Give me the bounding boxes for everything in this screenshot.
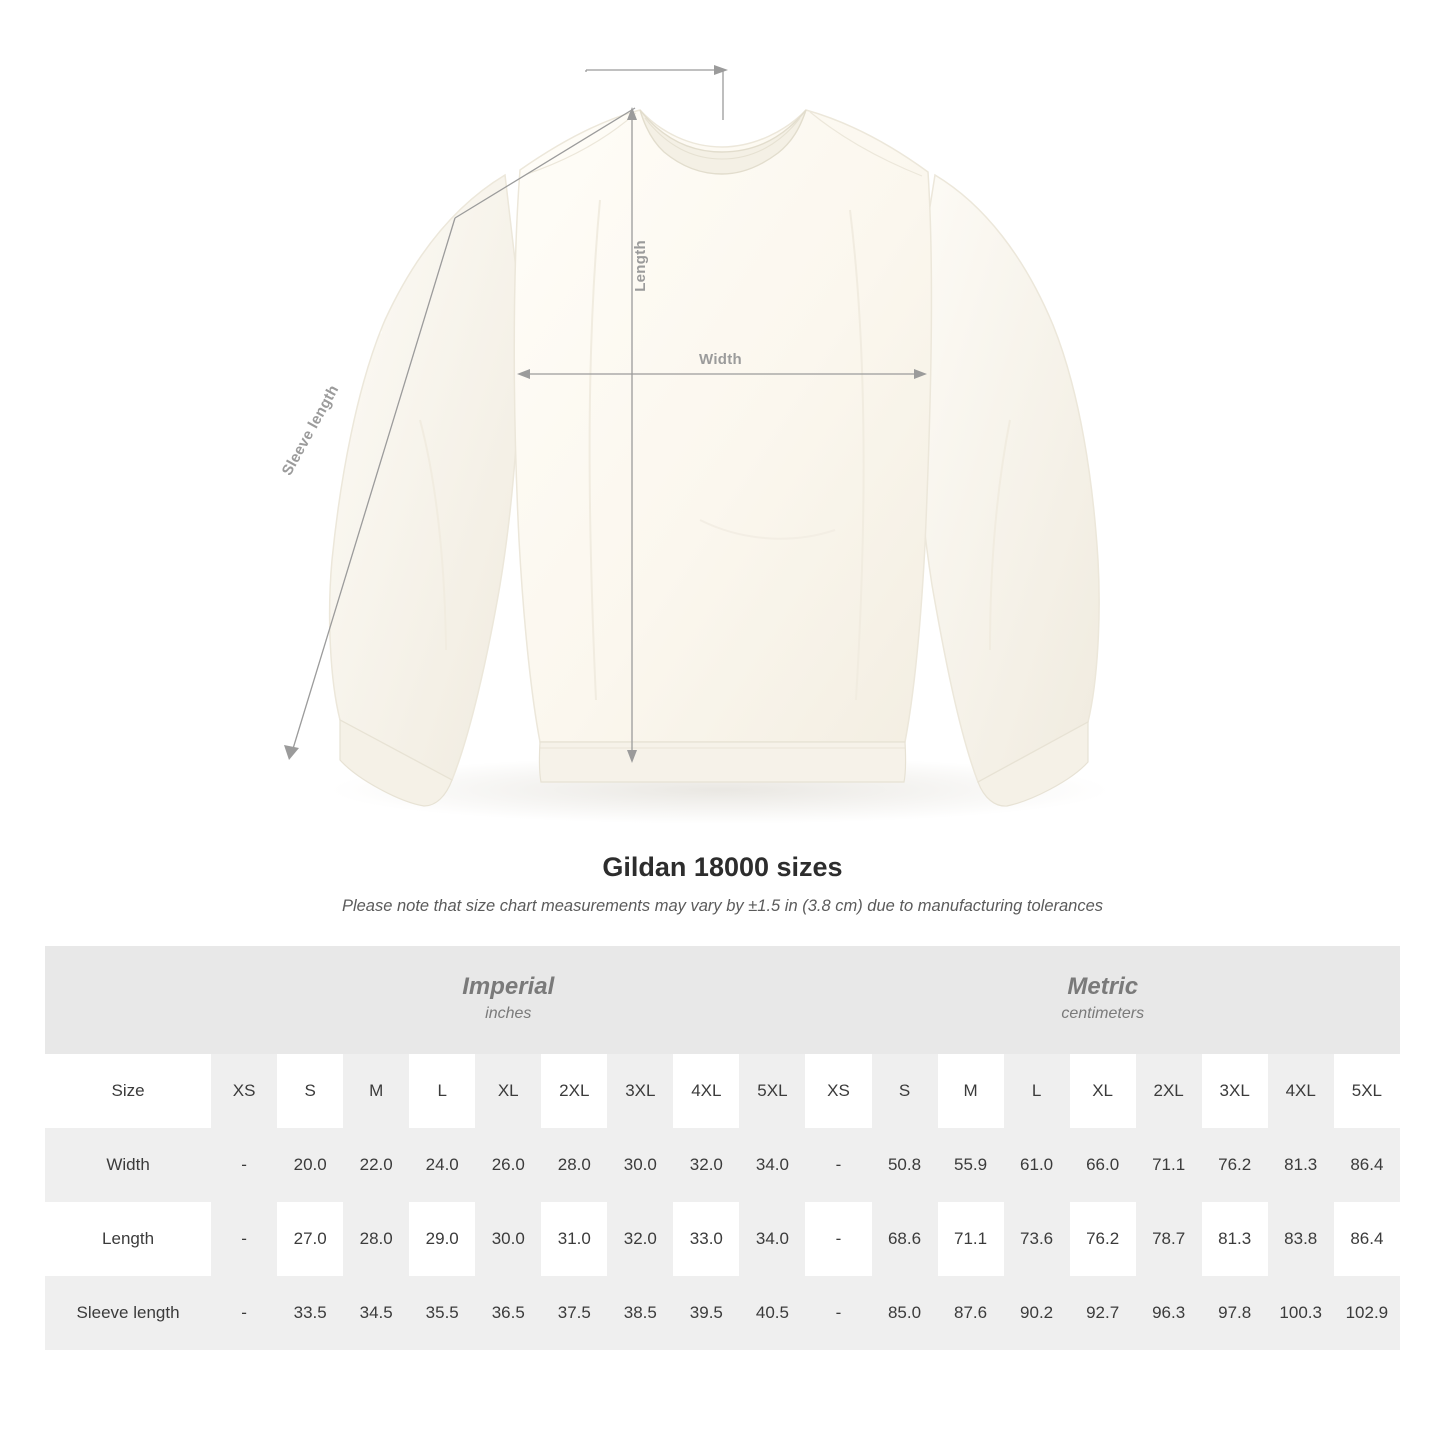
size-header-cell: L: [1004, 1054, 1070, 1128]
size-header-cell: XL: [1092, 1081, 1113, 1100]
size-header-cell: 2XL: [1136, 1054, 1202, 1128]
cell: 35.5: [425, 1303, 459, 1322]
cell: 71.1: [1152, 1155, 1186, 1174]
cell: 24.0: [425, 1155, 459, 1174]
metric-header: [805, 946, 1400, 1054]
imperial-system-label: Imperial: [462, 973, 555, 1001]
row-label-sleeve-length: Sleeve length: [76, 1303, 180, 1322]
cell: 102.9: [1345, 1303, 1389, 1322]
size-header-cell: 5XL: [1351, 1081, 1382, 1100]
row-label-length: Length: [102, 1229, 155, 1248]
cell: 22.0: [359, 1155, 393, 1174]
cell: 90.2: [1020, 1303, 1054, 1322]
cell: 83.8: [1268, 1202, 1334, 1276]
cell: 39.5: [689, 1303, 723, 1322]
size-header-cell: 2XL: [559, 1081, 590, 1100]
size-chart-table-wrap: [0, 946, 1445, 1350]
cell: 92.7: [1086, 1303, 1120, 1322]
cell: 68.6: [872, 1202, 938, 1276]
tolerance-note: Please note that size chart measurements may vary by ±1.5 in (3.8 cm) due to manufacturing tolerances: [341, 897, 1104, 915]
cell: 85.0: [887, 1303, 922, 1322]
cell: 32.0: [689, 1155, 723, 1174]
cell: -: [241, 1303, 247, 1322]
metric-unit-label: centimeters: [1061, 1005, 1145, 1022]
top-pointer-arrow: [714, 65, 728, 75]
cell: 78.7: [1136, 1202, 1202, 1276]
cell: 33.5: [293, 1303, 327, 1322]
units-header-row: [45, 946, 1400, 1054]
table-row: [45, 1276, 1400, 1350]
table-row: [45, 1202, 1400, 1276]
sweatshirt-body: [514, 110, 931, 742]
cell: 50.8: [887, 1155, 922, 1174]
cell: 66.0: [1086, 1155, 1120, 1174]
cell: 29.0: [425, 1229, 459, 1248]
cell: 31.0: [557, 1229, 591, 1248]
units-header-spacer: [45, 946, 211, 1054]
cell: 30.0: [623, 1155, 657, 1174]
cell: 61.0: [1020, 1155, 1054, 1174]
length-label: Length: [632, 240, 649, 292]
cell: 96.3: [1152, 1303, 1186, 1322]
cell: 55.9: [954, 1155, 988, 1174]
metric-system-label: Metric: [1067, 973, 1139, 1001]
cell: 34.0: [739, 1202, 805, 1276]
title-block: [0, 852, 1445, 916]
size-header-cell: S: [304, 1081, 316, 1100]
cell: 36.5: [491, 1303, 525, 1322]
size-chart-table: [45, 946, 1400, 1350]
cell: 86.4: [1350, 1155, 1384, 1174]
page-title: Gildan 18000 sizes: [602, 852, 843, 882]
size-header-cell: XS: [211, 1054, 277, 1128]
cell: -: [835, 1229, 842, 1248]
cell: 73.6: [1004, 1202, 1070, 1276]
size-header-cell: M: [963, 1081, 978, 1100]
cell: 81.3: [1284, 1155, 1318, 1174]
cell: 97.8: [1218, 1303, 1252, 1322]
table-row: [45, 1128, 1400, 1202]
imperial-header: [211, 946, 805, 1054]
cell: -: [211, 1202, 277, 1276]
cell: 20.0: [293, 1155, 327, 1174]
size-header-cell: L: [437, 1081, 447, 1100]
left-sleeve: [330, 175, 522, 780]
cell: 26.0: [491, 1155, 525, 1174]
cell: 28.0: [343, 1202, 409, 1276]
cell: 32.0: [607, 1202, 673, 1276]
size-header-cell: M: [343, 1054, 409, 1128]
size-header-cell: 4XL: [691, 1081, 722, 1100]
size-header-cell: 3XL: [1219, 1081, 1250, 1100]
size-header-cell: 3XL: [607, 1054, 673, 1128]
cell: 28.0: [557, 1155, 591, 1174]
cell: 34.0: [755, 1155, 789, 1174]
cell: 71.1: [954, 1229, 988, 1248]
size-header-cell: XS: [827, 1081, 850, 1100]
cell: 87.6: [954, 1303, 988, 1322]
cell: -: [835, 1155, 842, 1174]
size-row-label: Size: [111, 1081, 145, 1100]
size-header-cell: S: [872, 1054, 938, 1128]
size-header-cell: 4XL: [1268, 1054, 1334, 1128]
cell: 76.2: [1086, 1229, 1120, 1248]
width-label: Width: [699, 351, 743, 368]
size-header-cell: 5XL: [739, 1054, 805, 1128]
cell: 81.3: [1218, 1229, 1252, 1248]
cell: 86.4: [1350, 1229, 1384, 1248]
cell: -: [241, 1155, 247, 1174]
cell: 38.5: [623, 1303, 657, 1322]
cell: 34.5: [359, 1303, 393, 1322]
right-sleeve: [912, 175, 1099, 782]
size-header-row: [45, 1054, 1400, 1128]
sleeve-arrow-bottom: [284, 745, 299, 760]
cell: 37.5: [557, 1303, 591, 1322]
cell: 40.5: [755, 1303, 789, 1322]
cell: 30.0: [475, 1202, 541, 1276]
cell: -: [835, 1303, 842, 1322]
imperial-unit-label: inches: [485, 1005, 532, 1022]
row-label-width: Width: [106, 1155, 150, 1174]
cell: 27.0: [293, 1229, 327, 1248]
cell: 76.2: [1218, 1155, 1252, 1174]
sleeve-length-label: Sleeve length: [278, 382, 343, 479]
cell: 33.0: [689, 1229, 723, 1248]
size-header-cell: XL: [475, 1054, 541, 1128]
cell: 100.3: [1279, 1303, 1322, 1322]
